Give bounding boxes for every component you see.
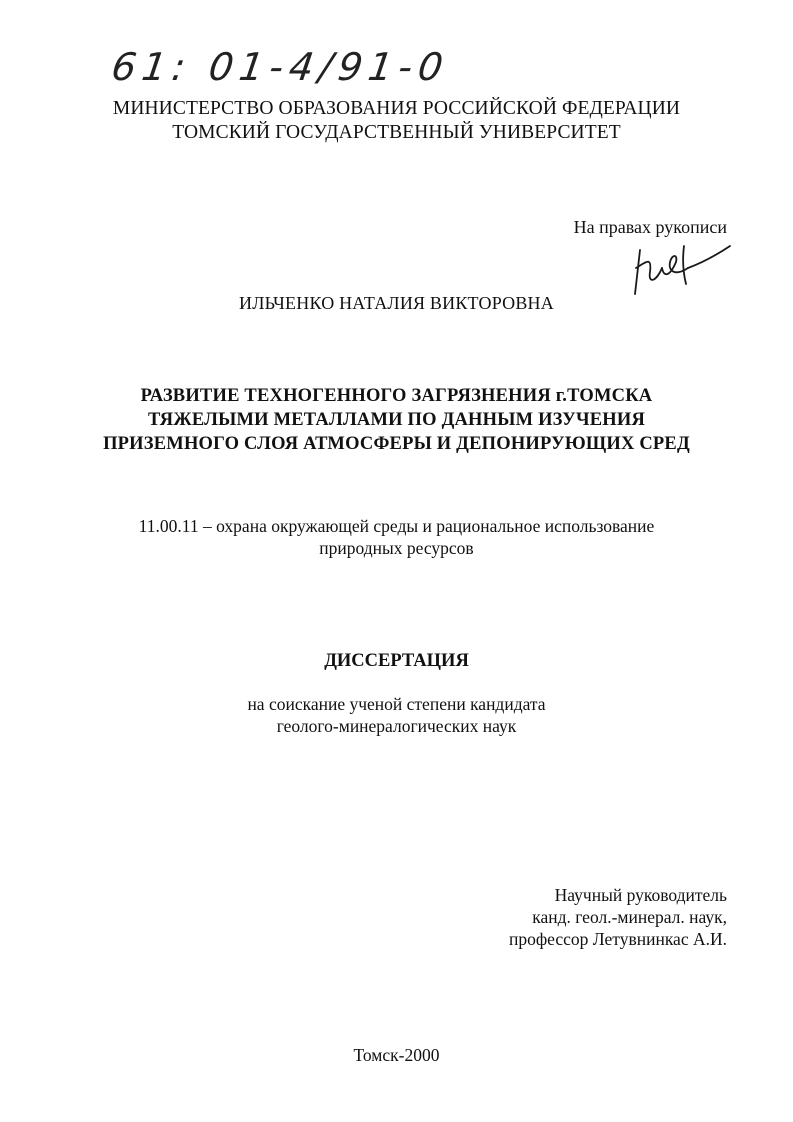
specialty <box>0 515 793 559</box>
supervisor-line: Научный руководитель <box>554 885 727 905</box>
degree-line: геолого-минералогических наук <box>276 716 517 736</box>
degree-description <box>0 693 793 737</box>
degree-line: на соискание ученой степени кандидата <box>247 694 546 714</box>
title-line: ПРИЗЕМНОГО СЛОЯ АТМОСФЕРЫ И ДЕПОНИРУЮЩИХ СРЕД <box>103 434 690 454</box>
title-line: ТЯЖЕЛЫМИ МЕТАЛЛАМИ ПО ДАННЫМ ИЗУЧЕНИЯ <box>147 410 646 430</box>
university-name: ТОМСКИЙ ГОСУДАРСТВЕННЫЙ УНИВЕРСИТЕТ <box>172 122 621 143</box>
specialty-line: 11.00.11 – охрана окружающей среды и рациональное использование <box>138 516 655 536</box>
manuscript-rights-note: На правах рукописи <box>573 217 727 237</box>
ministry-name: МИНИСТЕРСТВО ОБРАЗОВАНИЯ РОССИЙСКОЙ ФЕДЕРАЦИИ <box>112 98 681 119</box>
handwritten-signature <box>626 232 736 296</box>
archive-code: 61: 01-4/91-0 <box>108 45 452 89</box>
city-year: Томск-2000 <box>353 1045 440 1065</box>
document-type: ДИССЕРТАЦИЯ <box>324 651 469 671</box>
supervisor-line: профессор Летувнинкас А.И. <box>508 929 727 949</box>
specialty-line: природных ресурсов <box>319 538 474 558</box>
dissertation-title <box>0 384 793 456</box>
title-line: РАЗВИТИЕ ТЕХНОГЕННОГО ЗАГРЯЗНЕНИЯ г.ТОМСКА <box>140 386 653 406</box>
institution-header <box>0 97 793 145</box>
supervisor-line: канд. геол.-минерал. наук, <box>532 907 727 927</box>
author-name: ИЛЬЧЕНКО НАТАЛИЯ ВИКТОРОВНА <box>239 293 554 313</box>
supervisor-block <box>509 884 727 950</box>
